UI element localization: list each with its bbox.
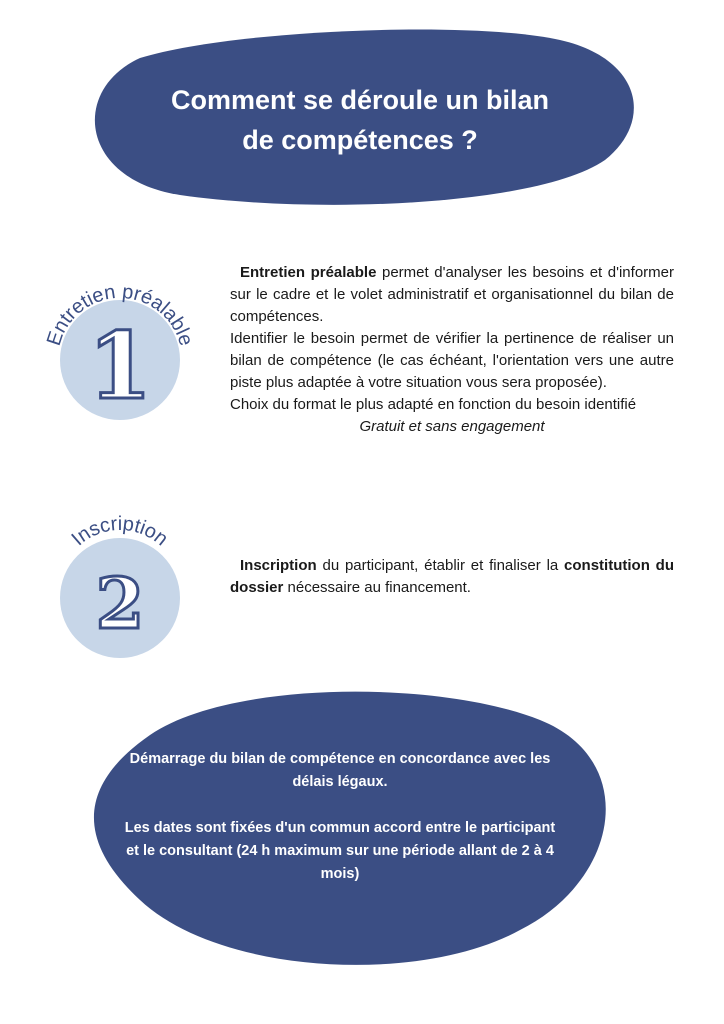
- step-1-text-2: Identifier le besoin permet de vérifier la pertinence de réaliser un bilan de compétence (le cas échéant, l'orientation vers une autre piste plus adaptée à votre situation vous sera proposée).: [230, 330, 674, 391]
- step-2-bold-mid: constitution du dossier: [230, 557, 674, 596]
- step-3-line-2: Les dates sont fixées d'un commun accord entre le participant et le consultant (24 h maximum sur une période allant de 2 à 4 mois): [124, 820, 556, 882]
- title-line-1: Comment se déroule un bilan: [170, 85, 550, 115]
- step-1-bold-lead: Entretien préalable: [240, 264, 377, 281]
- step-1-note: Gratuit et sans engagement: [359, 418, 545, 435]
- step-3-text: [120, 748, 560, 886]
- step-1-text: [230, 262, 674, 438]
- step-1-text-3: Choix du format le plus adapté en fonction du besoin identifié: [230, 396, 637, 413]
- step-2-text-end: nécessaire au financement.: [283, 579, 471, 596]
- step-2-text-mid: du participant, établir et finaliser la: [316, 557, 565, 574]
- step-1-badge: [30, 270, 210, 440]
- page-title: [110, 80, 610, 160]
- step-1-arc-label: Entretien préalable: [42, 280, 198, 349]
- step-2-number: 2: [95, 562, 145, 645]
- step-3-line-1: Démarrage du bilan de compétence en concordance avec les délais légaux.: [129, 751, 551, 790]
- step-2-text: [230, 555, 674, 599]
- step-2-badge: [30, 510, 210, 670]
- step-1-number: 1: [87, 312, 153, 420]
- title-line-2: de compétences ?: [242, 125, 478, 155]
- step-2-bold-lead: Inscription: [240, 557, 317, 574]
- step-1-text-1: permet d'analyser les besoins et d'informer sur le cadre et le volet administratif et organisationnel du bilan de compétences.: [230, 264, 674, 325]
- step-2-arc-label: Inscription: [67, 512, 173, 551]
